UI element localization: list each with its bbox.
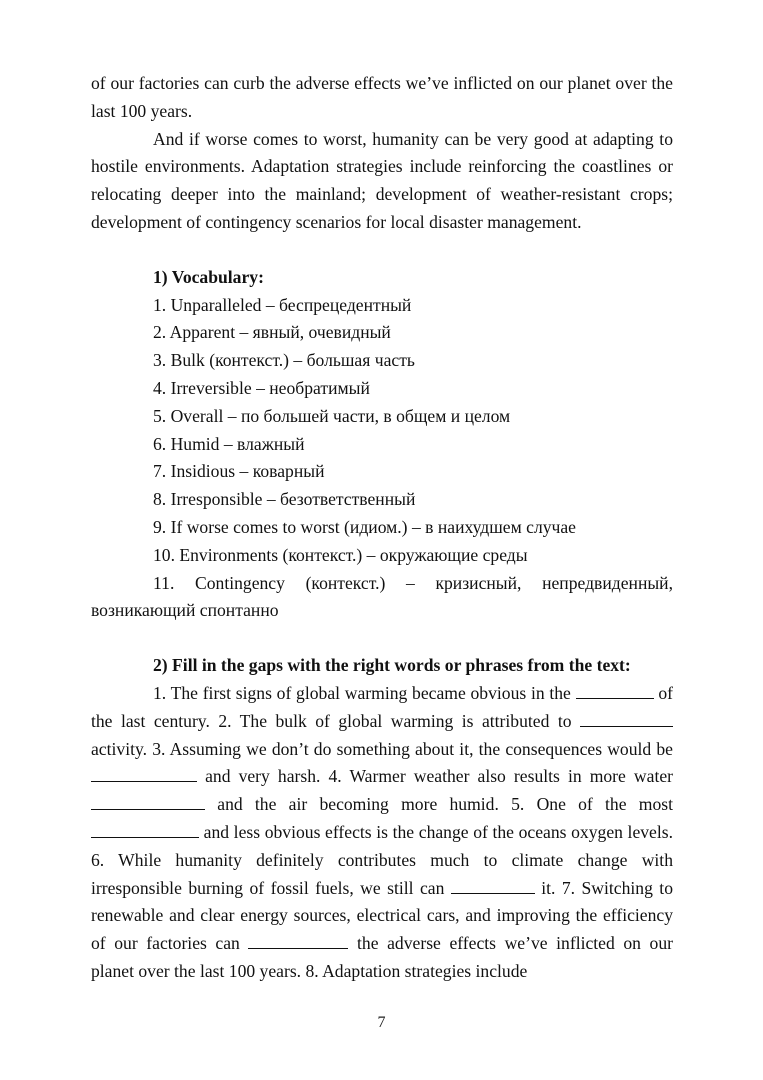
answer-blank[interactable] (248, 934, 348, 949)
exercise-segment: 1. The first signs of global warming became obvious in the (153, 682, 571, 703)
exercise-heading: 2) Fill in the gaps with the right words or phrases from the text: (153, 655, 631, 676)
intro-paragraph: And if worse comes to worst, humanity can be very good at adapting to hostile environments. Adaptation strategies include reinforcing the coastlines or relocating deeper into the mainland; development of weather-resistant crops; development of contingency scenarios for local disaster management. (91, 128, 673, 232)
document-page (91, 70, 673, 986)
vocabulary-heading: 1) Vocabulary: (153, 266, 264, 287)
vocabulary-item: 6. Humid – влажный (153, 433, 305, 454)
exercise-segment: and the air becoming more humid. 5. One of the most (217, 794, 674, 815)
exercise-segment: activity. 3. Assuming we don’t do something about it, the consequences would be (91, 738, 673, 759)
vocabulary-item: 4. Irreversible – необратимый (153, 377, 370, 398)
vocabulary-item: 3. Bulk (контекст.) – большая часть (153, 350, 415, 371)
section-spacer (91, 237, 673, 264)
answer-blank[interactable] (576, 684, 654, 699)
exercise-segment: and less obvious effects is the change of the oceans oxygen levels. 6. While humanity definitely contributes much to climate change with irresponsible burning of fossil fuels, we still can (91, 821, 673, 898)
vocabulary-item: 5. Overall – по большей части, в общем и целом (153, 405, 511, 426)
page-number: 7 (377, 1014, 386, 1031)
exercise-segment: it. 7. Switching to renewable and clear energy sources, electrical cars, and improving the efficiency of our factories can (91, 877, 673, 954)
exercise-segment: of the last century. 2. The bulk of global warming is attributed to (91, 682, 673, 731)
vocabulary-item: 2. Apparent – явный, очевидный (153, 322, 391, 343)
answer-blank[interactable] (91, 767, 197, 782)
answer-blank[interactable] (91, 823, 199, 838)
vocabulary-list (91, 292, 673, 626)
vocabulary-item: 1. Unparalleled – беспрецедентный (153, 294, 412, 315)
answer-blank[interactable] (91, 795, 205, 810)
section-spacer (91, 625, 673, 652)
vocabulary-item: 11. Contingency (контекст.) – кризисный, непредвиденный, возникающий спонтанно (91, 572, 673, 621)
intro-continuation: of our factories can curb the adverse effects we’ve inflicted on our planet over the last 100 years. (91, 73, 673, 121)
vocabulary-item: 8. Irresponsible – безответственный (153, 489, 416, 510)
exercise-text (91, 680, 673, 986)
vocabulary-item: 7. Insidious – коварный (153, 461, 325, 482)
exercise-segment: and very harsh. 4. Warmer weather also results in more water (205, 766, 674, 787)
vocabulary-item: 10. Environments (контекст.) – окружающие среды (153, 544, 528, 565)
answer-blank[interactable] (580, 712, 673, 727)
vocabulary-item: 9. If worse comes to worst (идиом.) – в наихудшем случае (153, 516, 576, 537)
answer-blank[interactable] (451, 879, 535, 894)
exercise-segment: the adverse effects we’ve inflicted on our planet over the last 100 years. 8. Adaptation strategies include (91, 933, 673, 981)
